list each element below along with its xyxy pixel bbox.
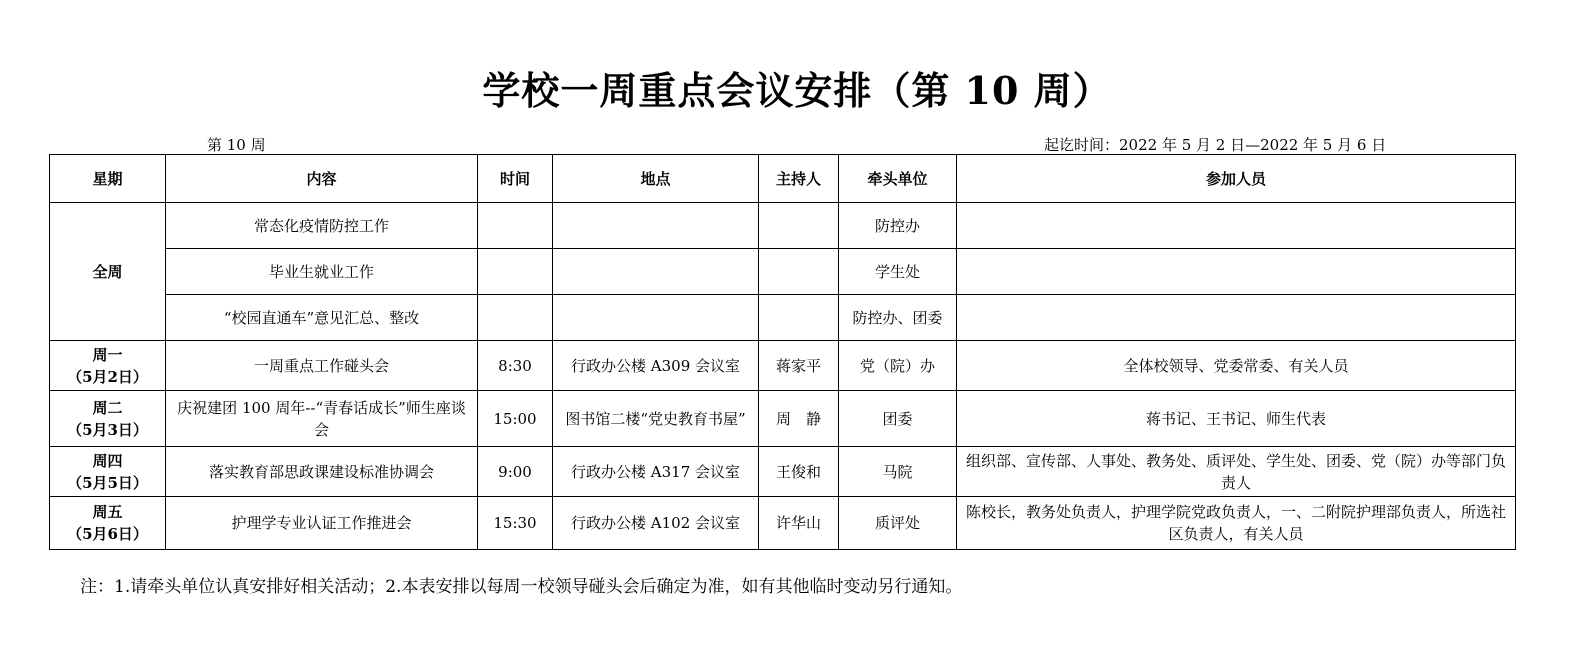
table-row bbox=[50, 203, 1516, 249]
table-row bbox=[50, 341, 1516, 391]
lead-unit-cell: 团委 bbox=[839, 391, 957, 447]
attendees-cell bbox=[957, 295, 1516, 341]
place-cell bbox=[553, 249, 759, 295]
header-day: 星期 bbox=[50, 155, 166, 203]
footnote: 注：1.请牵头单位认真安排好相关活动；2.本表安排以每周一校领导碰头会后确定为准，如有其他临时变动另行通知。 bbox=[80, 577, 963, 597]
day-date: （5月6日） bbox=[67, 525, 148, 543]
day-date: （5月2日） bbox=[67, 367, 148, 386]
table-row bbox=[50, 295, 1516, 341]
time-cell bbox=[478, 295, 553, 341]
attendees-cell: 陈校长，教务处负责人，护理学院党政负责人，一、二附院护理部负责人，所选社区负责人，有关人员 bbox=[957, 497, 1516, 550]
host-cell: 许华山 bbox=[759, 497, 839, 550]
content-cell: 常态化疫情防控工作 bbox=[166, 203, 478, 249]
place-cell bbox=[553, 203, 759, 249]
content-cell: 落实教育部思政课建设标准协调会 bbox=[166, 447, 478, 497]
table-row bbox=[50, 447, 1516, 497]
lead-unit-cell: 防控办 bbox=[839, 203, 957, 249]
lead-unit-cell: 质评处 bbox=[839, 497, 957, 550]
place-cell: 行政办公楼 A309 会议室 bbox=[553, 341, 759, 391]
header-host: 主持人 bbox=[759, 155, 839, 203]
header-attendees: 参加人员 bbox=[957, 155, 1516, 203]
attendees-cell bbox=[957, 249, 1516, 295]
time-cell: 15:30 bbox=[478, 497, 553, 550]
day-name: 周二 bbox=[92, 398, 123, 417]
place-cell bbox=[553, 295, 759, 341]
table-row bbox=[50, 249, 1516, 295]
lead-unit-cell: 防控办、团委 bbox=[839, 295, 957, 341]
week-label: 第 10 周 bbox=[207, 136, 266, 154]
time-cell: 9:00 bbox=[478, 447, 553, 497]
day-name: 周四 bbox=[92, 451, 123, 470]
place-cell: 行政办公楼 A102 会议室 bbox=[553, 497, 759, 550]
table-row bbox=[50, 391, 1516, 447]
header-content: 内容 bbox=[166, 155, 478, 203]
page-title: 学校一周重点会议安排（第 10 周） bbox=[482, 68, 1112, 113]
header-lead-unit: 牵头单位 bbox=[839, 155, 957, 203]
place-cell: 行政办公楼 A317 会议室 bbox=[553, 447, 759, 497]
host-cell: 蒋家平 bbox=[759, 341, 839, 391]
content-cell: 毕业生就业工作 bbox=[166, 249, 478, 295]
lead-unit-cell: 党（院）办 bbox=[839, 341, 957, 391]
time-cell bbox=[478, 203, 553, 249]
content-cell: 护理学专业认证工作推进会 bbox=[166, 497, 478, 550]
host-cell bbox=[759, 203, 839, 249]
all-week-day-cell: 全周 bbox=[50, 203, 166, 341]
day-date: （5月3日） bbox=[67, 420, 148, 439]
attendees-cell: 组织部、宣传部、人事处、教务处、质评处、学生处、团委、党（院）办等部门负责人 bbox=[957, 447, 1516, 497]
header-time: 时间 bbox=[478, 155, 553, 203]
day-name: 周一 bbox=[92, 345, 123, 364]
day-cell bbox=[50, 341, 166, 391]
host-cell: 周 静 bbox=[759, 391, 839, 447]
day-cell bbox=[50, 391, 166, 447]
day-name: 周五 bbox=[92, 503, 123, 521]
lead-unit-cell: 马院 bbox=[839, 447, 957, 497]
attendees-cell: 蒋书记、王书记、师生代表 bbox=[957, 391, 1516, 447]
place-cell: 图书馆二楼“党史教育书屋” bbox=[553, 391, 759, 447]
table-row bbox=[50, 497, 1516, 550]
content-cell: 庆祝建团 100 周年--“青春话成长”师生座谈会 bbox=[166, 391, 478, 447]
time-cell: 15:00 bbox=[478, 391, 553, 447]
host-cell: 王俊和 bbox=[759, 447, 839, 497]
day-date: （5月5日） bbox=[67, 473, 148, 492]
content-cell: 一周重点工作碰头会 bbox=[166, 341, 478, 391]
header-row bbox=[50, 155, 1516, 203]
schedule-table bbox=[49, 154, 1516, 550]
time-cell bbox=[478, 249, 553, 295]
time-cell: 8:30 bbox=[478, 341, 553, 391]
day-cell bbox=[50, 447, 166, 497]
day-cell bbox=[50, 497, 166, 550]
attendees-cell bbox=[957, 203, 1516, 249]
content-cell: “校园直通车”意见汇总、整改 bbox=[166, 295, 478, 341]
attendees-cell: 全体校领导、党委常委、有关人员 bbox=[957, 341, 1516, 391]
date-range: 起讫时间：2022 年 5 月 2 日—2022 年 5 月 6 日 bbox=[1044, 136, 1387, 154]
header-place: 地点 bbox=[553, 155, 759, 203]
host-cell bbox=[759, 295, 839, 341]
lead-unit-cell: 学生处 bbox=[839, 249, 957, 295]
host-cell bbox=[759, 249, 839, 295]
